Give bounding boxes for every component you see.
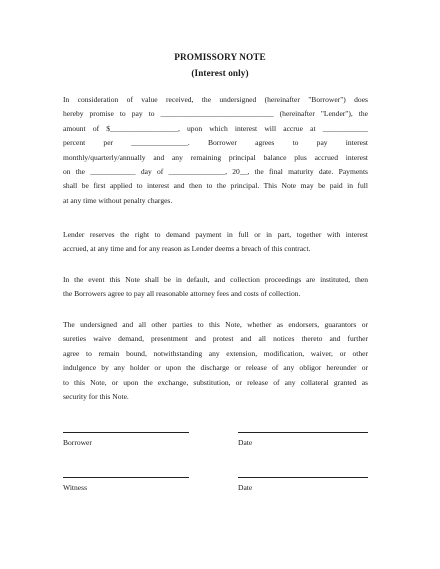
document-title: PROMISSORY NOTE	[174, 52, 266, 62]
paragraph-demand	[63, 228, 368, 257]
witness-date-line[interactable]	[238, 477, 368, 478]
text-line: In the event this Note shall be in default, and collection proceedings are instituted, then	[63, 275, 368, 284]
text-line: percent per _______________. Borrower agrees to pay interest	[63, 138, 368, 148]
borrower-date-line[interactable]	[238, 432, 368, 433]
paragraph-terms	[63, 93, 368, 208]
paragraph-default	[63, 273, 368, 302]
text-line: on the ____________ day of _______________, 20__, the final maturity date. Payments	[63, 166, 368, 176]
text-line: agree to remain bound, notwithstanding any extension, modification, waiver, or other	[63, 348, 368, 358]
text-line: shall be first applied to interest and then to the principal. This Note may be paid in full	[63, 181, 368, 191]
text-line: to this Note, or upon the exchange, substitution, or release of any collateral granted as	[63, 377, 368, 387]
date-label: Date	[238, 438, 253, 447]
text-line: Lender reserves the right to demand payment in full or in part, together with interest	[63, 230, 368, 239]
text-line: In consideration of value received, the undersigned (hereinafter "Borrower") does	[63, 95, 368, 104]
text-line: hereby promise to pay to ______________________________ (hereinafter "Lender"), the	[63, 109, 368, 119]
text-line: monthly/quarterly/annually and any remaining principal balance plus accrued interest	[63, 152, 368, 162]
text-line: the Borrowers agree to pay all reasonable attorney fees and costs of collection.	[63, 289, 301, 299]
text-line: accrued, at any time and for any reason as Lender deems a breach of this contract.	[63, 244, 311, 254]
text-line: amount of $__________________, upon which interest will accrue at ____________	[63, 123, 368, 133]
borrower-label: Borrower	[63, 438, 92, 447]
date-label: Date	[238, 483, 253, 492]
witness-signature-line[interactable]	[63, 477, 189, 478]
text-line: sureties waive demand, presentment and protest and all notices thereto and further	[63, 334, 368, 344]
document-subtitle: (Interest only)	[191, 68, 249, 78]
text-line: indulgence by any holder or upon the discharge or release of any obligor hereunder or	[63, 363, 368, 373]
paragraph-waiver	[63, 318, 368, 404]
text-line: The undersigned and all other parties to this Note, whether as endorsers, guarantors or	[63, 320, 368, 329]
text-line: security for this Note.	[63, 391, 129, 401]
text-line: at any time without penalty charges.	[63, 195, 173, 205]
witness-label: Witness	[63, 483, 88, 492]
borrower-signature-line[interactable]	[63, 432, 189, 433]
